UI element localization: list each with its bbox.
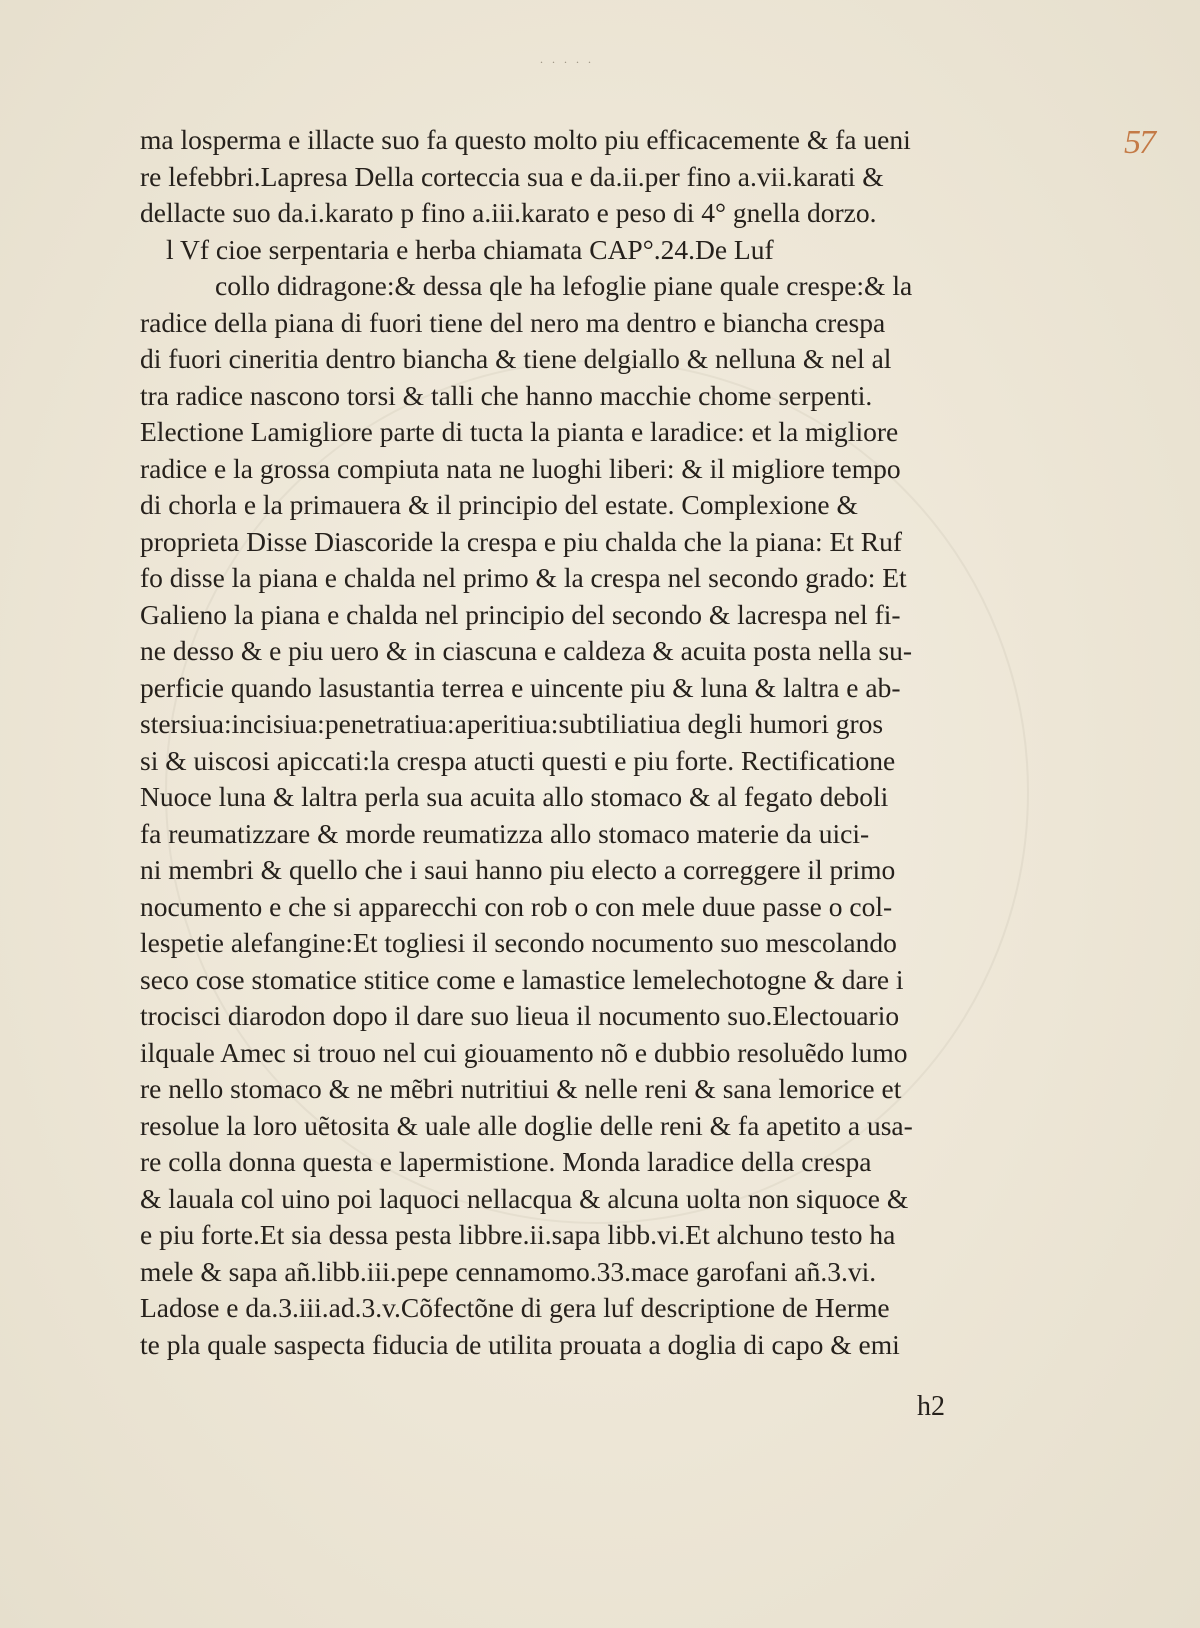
text-line: fa reumatizzare & morde reumatizza allo stomaco materie da uici- (140, 817, 870, 849)
text-line: perficie quando lasustantia terrea e uincente piu & luna & laltra e ab- (140, 671, 901, 703)
text-line: lespetie alefangine:Et togliesi il secondo nocumento suo mescolando (140, 927, 897, 958)
text-line: re colla donna questa e lapermistione. Monda laradice della crespa (140, 1146, 872, 1177)
text-line: resolue la loro uẽtosita & uale alle doglie delle reni & fa apetito a usa- (140, 1109, 913, 1141)
text-line: te pla quale saspecta fiducia de utilita prouata a doglia di capo & emi (140, 1328, 900, 1360)
text-line: ma losperma e illacte suo fa questo molto piu efficacemente & fa ueni (140, 124, 911, 155)
text-line: seco cose stomatice stitice come e lamastice lemelechotogne & dare i (140, 963, 904, 995)
text-line: re nello stomaco & ne mẽbri nutritiui & nelle reni & sana lemorice et (140, 1073, 902, 1104)
text-line: e piu forte.Et sia dessa pesta libbre.ii.sapa libb.vi.Et alchuno testo ha (140, 1219, 896, 1250)
text-line: trocisci diarodon dopo il dare suo lieua il nocumento suo.Electouario (140, 1000, 900, 1031)
text-line: collo didragone:& dessa qle ha lefoglie piane quale crespe:& la (215, 270, 913, 301)
text-line: dellacte suo da.i.karato p fino a.iii.karato e peso di 4° gnella dorzo. (140, 197, 877, 228)
text-line: Nuoce luna & laltra perla sua acuita allo stomaco & al fegato deboli (140, 781, 889, 812)
text-line: tra radice nascono torsi & talli che hanno macchie chome serpenti. (140, 379, 873, 411)
text-line: di fuori cineritia dentro biancha & tiene delgiallo & nelluna & nel al (140, 343, 892, 374)
signature-mark: h2 (917, 1391, 945, 1422)
text-line: si & uiscosi apiccati:la crespa atucti questi e piu forte. Rectificatione (140, 744, 896, 776)
text-line: fo disse la piana e chalda nel primo & la crespa nel secondo grado: Et (140, 562, 907, 593)
text-line: & lauala col uino poi laquoci nellacqua & alcuna uolta non siquoce & (140, 1182, 909, 1214)
text-line: re lefebbri.Lapresa Della corteccia sua e da.ii.per fino a.vii.karati & (140, 160, 884, 192)
text-block (140, 122, 1000, 1363)
text-line: Ladose e da.3.iii.ad.3.v.Cõfectõne di gera luf descriptione de Herme (140, 1292, 890, 1323)
text-line: Galieno la piana e chalda nel principio del secondo & lacrespa nel fi- (140, 598, 901, 630)
text-line: ni membri & quello che i saui hanno piu electo a correggere il primo (140, 854, 896, 885)
text-line: proprieta Disse Diascoride la crespa e piu chalda che la piana: Et Ruf (140, 525, 903, 557)
text-line: di chorla e la primauera & il principio del estate. Complexione & (140, 489, 858, 520)
text-line: radice e la grossa compiuta nata ne luoghi liberi: & il migliore tempo (140, 452, 901, 484)
text-line: nocumento e che si apparecchi con rob o con mele duue passe o col- (140, 890, 893, 922)
text-line: Electione Lamigliore parte di tucta la pianta e laradice: et la migliore (140, 416, 899, 447)
text-line: radice della piana di fuori tiene del nero ma dentro e biancha crespa (140, 306, 886, 338)
text-line: ne desso & e piu uero & in ciascuna e caldeza & acuita posta nella su- (140, 635, 913, 666)
text-line: mele & sapa añ.libb.iii.pepe cennamomo.33.mace garofani añ.3.vi. (140, 1255, 877, 1287)
chapter-heading-line: l Vf cioe serpentaria e herba chiamata CAP°.24.De Luf (166, 233, 774, 265)
text-line: ilquale Amec si trouo nel cui giouamento nõ e dubbio resoluẽdo lumo (140, 1036, 908, 1068)
text-line: stersiua:incisiua:penetratiua:aperitiua:subtiliatiua degli humori gros (140, 708, 884, 739)
top-marks: . . . . . (540, 52, 594, 66)
marginal-folio-note: 57 (1124, 124, 1154, 161)
